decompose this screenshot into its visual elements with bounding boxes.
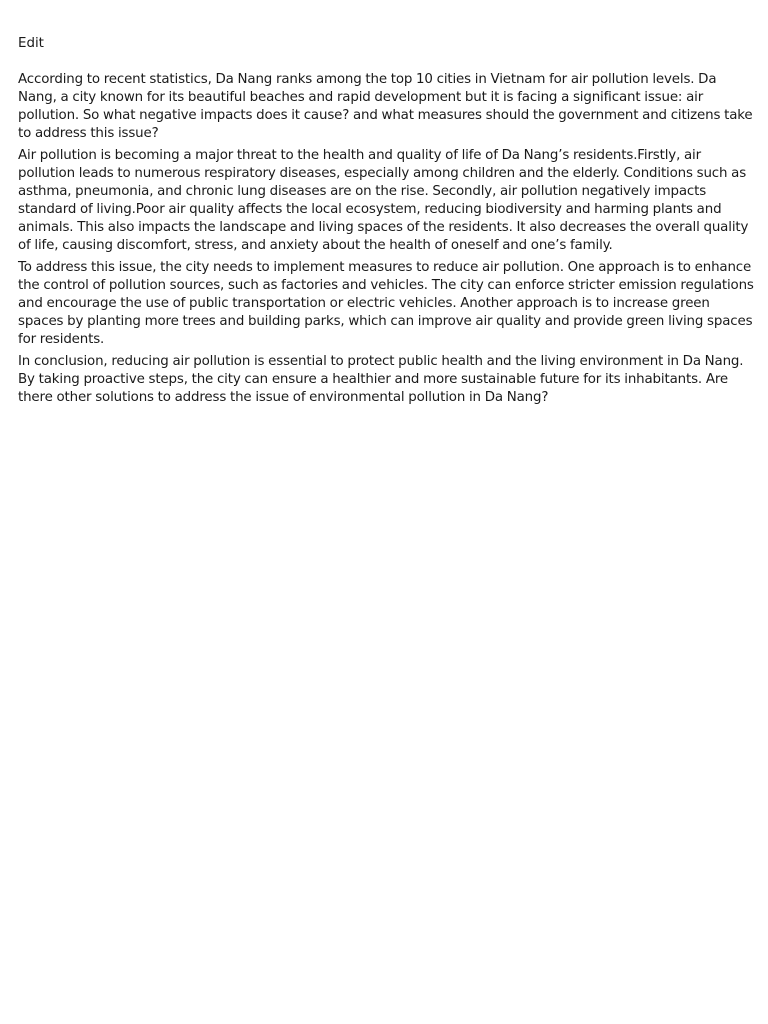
- article-body: [18, 71, 754, 407]
- paragraph-impacts: Air pollution is becoming a major threat to the health and quality of life of Da Nang’s residents.Firstly, air pollution leads to numerous respiratory diseases, especially among children and the elderly. Conditions such as asthma, pneumonia, and chronic lung diseases are on the rise. Secondly, air pollution negatively impacts standard of living.Poor air quality affects the local ecosystem, reducing biodiversity and harming plants and animals. This also impacts the landscape and living spaces of the residents. It also decreases the overall quality of life, causing discomfort, stress, and anxiety about the health of oneself and one’s family.: [18, 148, 749, 253]
- paragraph-intro: According to recent statistics, Da Nang ranks among the top 10 cities in Vietnam for air pollution levels. Da Nang, a city known for its beautiful beaches and rapid development but it is facing a significant issue: air pollution. So what negative impacts does it cause? and what measures should the government and citizens take to address this issue?: [18, 72, 753, 141]
- document-page: [18, 34, 754, 411]
- edit-link[interactable]: Edit: [18, 36, 44, 51]
- paragraph-conclusion: In conclusion, reducing air pollution is essential to protect public health and the living environment in Da Nang. By taking proactive steps, the city can ensure a healthier and more sustainable future for its inhabitants. Are there other solutions to address the issue of environmental pollution in Da Nang?: [18, 354, 744, 405]
- paragraph-solutions: To address this issue, the city needs to implement measures to reduce air pollution. One approach is to enhance the control of pollution sources, such as factories and vehicles. The city can enforce stricter emission regulations and encourage the use of public transportation or electric vehicles. Another approach is to increase green spaces by planting more trees and building parks, which can improve air quality and provide green living spaces for residents.: [18, 260, 754, 347]
